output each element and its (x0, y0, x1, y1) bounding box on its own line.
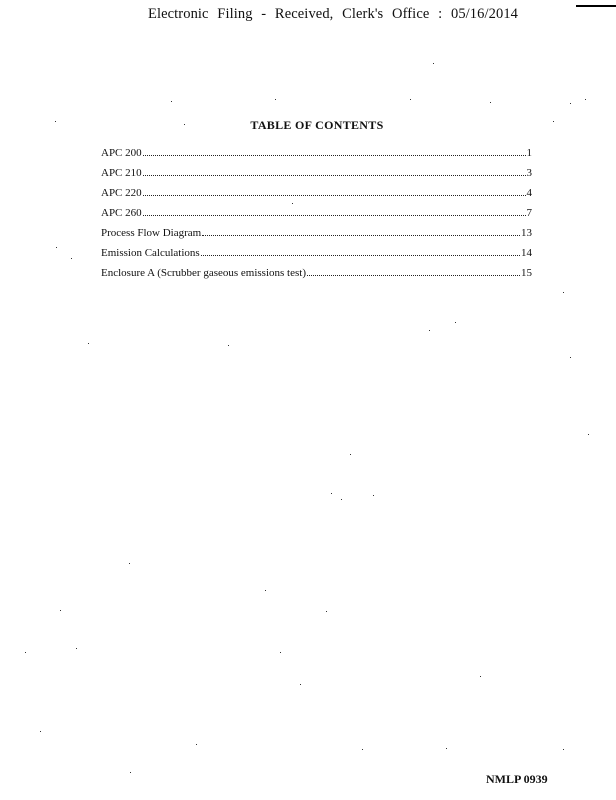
toc-entry-page: 7 (526, 207, 532, 219)
toc-entry (101, 246, 532, 266)
scan-speck (129, 563, 130, 564)
toc-entry-label: APC 220 (101, 187, 142, 199)
scan-speck (40, 731, 41, 732)
toc-entry (101, 186, 532, 206)
scan-speck (300, 684, 301, 685)
toc-entry-label: Emission Calculations (101, 247, 200, 259)
toc-entry-page: 13 (521, 227, 532, 239)
scan-speck (570, 103, 571, 104)
filing-stamp-header: Electronic Filing - Received, Clerk's Office : 05/16/2014 (148, 6, 519, 22)
scan-speck (350, 454, 351, 455)
scan-speck (410, 99, 411, 100)
toc-dot-leader (307, 275, 520, 276)
toc-entry-page: 4 (526, 187, 532, 199)
toc-dot-leader (201, 255, 520, 256)
scan-speck (446, 748, 447, 749)
toc-entry-label: Process Flow Diagram (101, 227, 202, 239)
corner-scan-mark (576, 5, 616, 7)
scan-speck (490, 102, 491, 103)
toc-entry (101, 166, 532, 186)
scan-speck (76, 648, 77, 649)
scan-speck (275, 99, 276, 100)
toc-entry-label: APC 210 (101, 167, 142, 179)
scan-speck (373, 495, 374, 496)
scan-speck (585, 99, 586, 100)
scan-speck (88, 343, 89, 344)
toc-dot-leader (143, 155, 526, 156)
toc-dot-leader (143, 215, 526, 216)
scan-speck (265, 590, 266, 591)
toc-dot-leader (202, 235, 520, 236)
scan-speck (480, 676, 481, 677)
toc-dot-leader (143, 175, 526, 176)
scan-speck (280, 652, 281, 653)
toc-entry (101, 206, 532, 226)
scan-speck (455, 322, 456, 323)
toc-dot-leader (143, 195, 526, 196)
scan-speck (184, 124, 185, 125)
scan-speck (71, 258, 72, 259)
page-identifier: NMLP 0939 (486, 772, 548, 786)
scan-speck (196, 744, 197, 745)
scan-speck (292, 203, 293, 204)
scan-speck (429, 330, 430, 331)
toc-entry-page: 1 (526, 147, 532, 159)
toc-entry (101, 226, 532, 246)
scan-speck (55, 121, 56, 122)
scan-speck (563, 292, 564, 293)
toc-entry-page: 15 (521, 267, 532, 279)
scan-speck (56, 247, 57, 248)
scan-speck (171, 101, 172, 102)
scan-speck (326, 611, 327, 612)
scan-speck (130, 772, 131, 773)
toc-heading: TABLE OF CONTENTS (250, 118, 384, 132)
scan-speck (433, 63, 434, 64)
toc-entry (101, 266, 532, 286)
toc-entry-page: 3 (526, 167, 532, 179)
toc-entry-page: 14 (521, 247, 532, 259)
scan-speck (362, 749, 363, 750)
scan-speck (331, 493, 332, 494)
scan-speck (570, 357, 571, 358)
toc-entry-label: APC 260 (101, 207, 142, 219)
scan-speck (60, 610, 61, 611)
scan-speck (228, 345, 229, 346)
scan-speck (553, 121, 554, 122)
scan-speck (588, 434, 589, 435)
toc-entry-label: APC 200 (101, 147, 142, 159)
scan-speck (341, 499, 342, 500)
toc-entry-label: Enclosure A (Scrubber gaseous emissions test) (101, 267, 306, 279)
scan-speck (563, 749, 564, 750)
toc-list (101, 146, 532, 286)
toc-entry (101, 146, 532, 166)
scan-speck (25, 652, 26, 653)
